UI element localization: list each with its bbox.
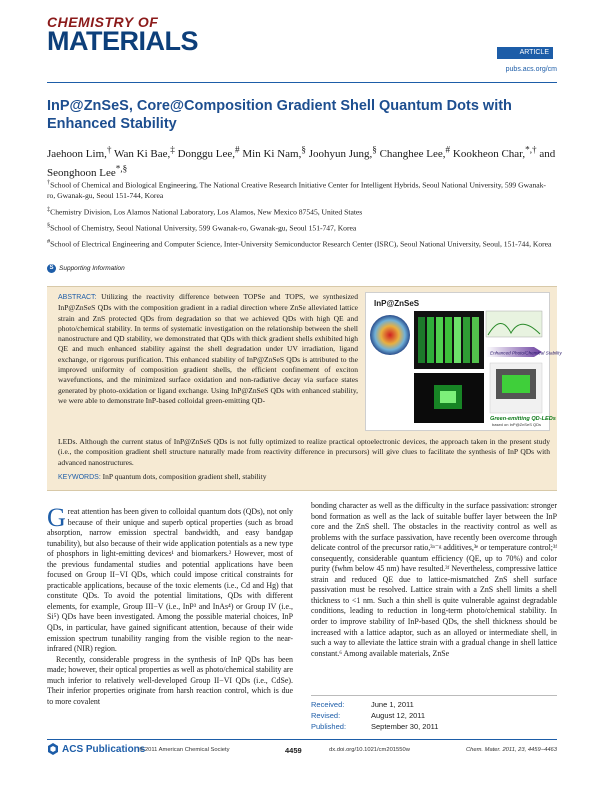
paper-title: InP@ZnSeS, Core@Composition Gradient Shell Quantum Dots with Enhanced Stability	[47, 98, 512, 132]
author[interactable]: Jaehoon Lim,†	[47, 144, 112, 160]
supporting-info-label: Supporting Information	[59, 265, 125, 272]
journal-logo	[47, 15, 198, 54]
spectra-plot	[486, 311, 542, 337]
author[interactable]: Joohyun Jung,§	[308, 144, 377, 160]
acs-publications-logo[interactable]: ACS Publications	[47, 743, 145, 755]
affiliation: #School of Electrical Engineering and Computer Science, Inter-University Semiconductor Research Center (ISRC), Seoul National University, Seoul, 151-744, Korea	[47, 237, 552, 249]
doi-link[interactable]: dx.doi.org/10.1021/cm201550w	[329, 747, 410, 753]
affiliation: §School of Chemistry, Seoul National University, 599 Gwanak-ro, Gwanak-gu, Seoul 151-747, Korea	[47, 221, 357, 233]
abstract-body: Utilizing the reactivity difference between TOPSe and TOPS, we synthesized InP@ZnSeS QDs with the composition gradient in a radial direction where ZnSe alleviated lattice strain and ZnS protected QDs from degradation so that we achieved QDs with high QE and photo/chemical stability. In terms of systematic investigation on the relationship between the shell nanostructure and QD stability, we demonstrated that QDs with thick gradient shells exhibited high QE and much enhanced stability against the shell degradation under UV irradiation, ligand exchange, or rigorous purification. This enhanced stability of InP@ZnSeS QDs is attributed to the improved uniformity of composition gradient shells, the efficient confinement of exciton wavefunctions, and the minimized surface oxidation and non-radiative decay via surface states generated by photo-oxidation or ligand exchange. Using InP@ZnSeS QDs with enhanced stability, we were able to demonstrate InP-based colloidal green-emitting QD-	[58, 292, 359, 405]
abstract-text-continued: LEDs. Although the current status of InP@ZnSeS QDs is not fully optimized to realize practical optoelectronic devices, the approach taken in the present study (i.e., the composition gradient shell structure naturally made from reactivity difference in precursors) will give clues to facilitate the synthesis of InP QDs with advanced nanostructures.	[58, 437, 550, 467]
journal-logo-line1: CHEMISTRY OF	[47, 14, 159, 30]
date-revised: Revised: August 12, 2011	[311, 711, 426, 720]
citation: Chem. Mater. 2011, 23, 4459−4463	[465, 747, 557, 753]
second-paragraph: Recently, considerable progress in the synthesis of InP QDs has been made; however, their optical properties as well as photo/chemical stability are much inferior to relatively well-developed Group II−VI QDs (i.e., CdSe). Their inferior properties originate from harsh reaction control, which is due to more covalent	[47, 654, 293, 706]
dates-divider	[311, 695, 557, 696]
keywords-label: KEYWORDS:	[58, 474, 101, 481]
header-divider	[47, 82, 557, 83]
author-list	[47, 142, 557, 180]
right-paragraph: bonding character as well as the difficulty in the surface passivation: stronger bond formation as well as the lack of suitable buffer layer between the InP core and the ZnS shell. The obstacles in the reactivity control as well as problems with the surface passivation, have recently been overcome through delicate control of the precursor ratio,³ᵃ⁻ᵍ additives,³ᵉ or temperature control;³ᶠ consequently, considerable quantum efficiency (QE, up to 70%) and color purity (fwhm below 45 nm) have resulted.³ᶠ Nevertheless, compressive lattice strain and reduced QE due to lattice-mismatched ZnS shell surface passivation must be resolved. Lattice strain with a ZnS shell limits a shell thickness to <1 nm. Such a thin shell is quite vulnerable against degradable conditions, leading to reduction in long-term photo/chemical stability. In order to improve stability of InP-based QDs, the shell thickness should be increased with a lattice adaptor, such as an alloyed or intermediate shell, in such a way to alleviate the lattice strain with a gradual change in shell lattice constant.⁶ Among available materials, ZnSe	[311, 501, 557, 658]
acs-hexagon-icon	[47, 743, 59, 755]
supporting-info-icon: S	[47, 264, 56, 273]
affiliation: ‡Chemistry Division, Los Alamos National Laboratory, Los Alamos, New Mexico 87545, United States	[47, 205, 363, 217]
journal-url-link[interactable]: pubs.acs.org/cm	[505, 66, 557, 73]
author[interactable]: Changhee Lee,#	[379, 144, 451, 160]
supporting-info-link[interactable]	[47, 264, 125, 273]
footer-divider	[47, 739, 557, 740]
toc-led-label: Green-emitting QD-LEDs	[490, 416, 556, 422]
body-column-left	[47, 503, 293, 707]
toc-graphic-svg	[366, 293, 562, 430]
keywords	[58, 472, 267, 481]
abstract-label: ABSTRACT:	[58, 294, 97, 301]
publication-dates	[311, 699, 438, 732]
author[interactable]: and Seonghoon Lee*,§	[47, 147, 556, 179]
toc-led-sublabel: based on InP@ZnSeS QDs	[492, 422, 541, 427]
affiliation-list	[47, 178, 552, 253]
quantum-dot-illustration	[370, 315, 410, 355]
body-column-right	[311, 501, 557, 659]
toc-stability-label: Enhanced Photo/Chemical Stability	[490, 350, 562, 356]
keywords-value: InP quantum dots, composition gradient shell, stability	[102, 472, 267, 481]
copyright: © 2011 American Chemical Society	[139, 747, 230, 753]
author[interactable]: Kookheon Char,*,†	[452, 144, 537, 160]
author[interactable]: Donggu Lee,#	[177, 144, 240, 160]
author[interactable]: Min Ki Nam,§	[242, 144, 306, 160]
affiliation: †School of Chemical and Biological Engineering, The National Creative Research Initiative Center for Intelligent Hybrids, Seoul National University, 599 Gwanak-ro, Gwanak-gu, Seoul 151-744, Korea	[47, 179, 546, 201]
author[interactable]: Wan Ki Bae,‡	[114, 144, 175, 160]
article-type-tag: ARTICLE	[497, 47, 553, 59]
page-number: 4459	[285, 746, 302, 755]
toc-graphic	[365, 292, 562, 431]
date-received: Received: June 1, 2011	[311, 700, 414, 709]
date-published: Published: September 30, 2011	[311, 722, 439, 731]
drop-cap: G	[47, 503, 66, 532]
abstract-text	[58, 292, 358, 406]
intro-paragraph: Great attention has been given to colloidal quantum dots (QDs), not only because of their unique and superb optical properties (such as broad absorption, narrow emission spectral bandwidth, and easy bandgap tunability), but also because of their wide application potentials as a new type of phosphors in light-emitting devices¹ and biomarkers.² However, most of the previous fundamental studies and potential applications have been focused on Group II−VI QDs, which could impose critical constraints for practicable applications, because of the toxic elements (i.e., Cd and Hg) that constitute QDs. To avoid the potential limitations, QDs with different elements, for example, Group III−V (i.e., InP³ and InAs⁴) or Group IV (i.e., Si⁵) QDs have been investigated. Among the possible material choices, InP QDs, in particular, have gained significant attention, because of their wide emission spectrum tunability ranging from the visible region to the near-infrared (NIR) region.	[47, 503, 293, 654]
journal-logo-line2: MATERIALS	[47, 26, 198, 56]
toc-title: InP@ZnSeS	[374, 299, 420, 308]
